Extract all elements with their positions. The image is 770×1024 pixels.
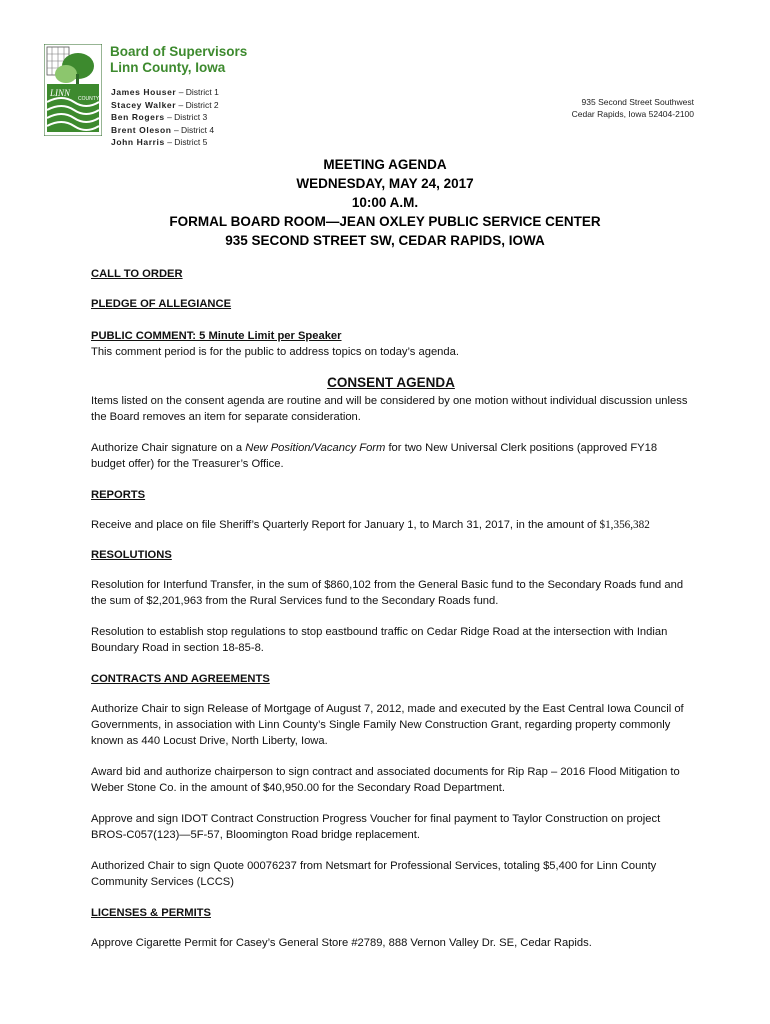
reports-item-text: Receive and place on file Sheriff’s Quarterly Report for January 1, to March 31, 2017, in the amount of — [91, 519, 600, 531]
member-district: – District 1 — [176, 87, 219, 97]
consent-item-text-b: for two New Universal Clerk positions (approved FY18 budget offer) for the Treasurer’s Office. — [91, 442, 658, 470]
member-name: James Houser — [111, 87, 177, 97]
consent-item-form: New Position/Vacancy Form — [245, 442, 386, 454]
meeting-date: WEDNESDAY, MAY 24, 2017 — [296, 176, 474, 191]
linn-county-logo — [44, 44, 102, 136]
resolutions-heading: RESOLUTIONS — [91, 549, 172, 561]
member-row — [111, 136, 219, 149]
office-address — [572, 97, 694, 120]
contract-item: Approve and sign IDOT Contract Construction Progress Voucher for final payment to Taylor Construction on project BROS-C057(123)—5F-57, Bloomington Road bridge replacement. — [91, 813, 661, 841]
call-to-order-heading: CALL TO ORDER — [91, 268, 183, 280]
meeting-time: 10:00 A.M. — [351, 195, 419, 210]
member-row — [111, 86, 219, 99]
member-row — [111, 99, 219, 112]
reports-item — [91, 517, 691, 533]
meeting-room: FORMAL BOARD ROOM—JEAN OXLEY PUBLIC SERVICE CENTER — [169, 214, 601, 229]
member-name: Ben Rogers — [111, 112, 165, 123]
consent-agenda-heading: CONSENT AGENDA — [327, 375, 455, 390]
member-row — [111, 111, 219, 124]
resolution-item: Resolution for Interfund Transfer, in the sum of $860,102 from the General Basic fund to the Secondary Roads fund and the sum of $2,201,963 from the Rural Services fund to the Secondary Roads fund. — [91, 579, 684, 607]
svg-text:LINN: LINN — [50, 88, 71, 98]
member-district: – District 2 — [176, 99, 219, 110]
board-name — [110, 44, 247, 76]
meeting-address: 935 SECOND STREET SW, CEDAR RAPIDS, IOWA — [225, 233, 545, 248]
consent-intro: Items listed on the consent agenda are routine and will be considered by one motion without individual discussion unless the Board removes an item for separate consideration. — [91, 395, 688, 423]
contract-item: Award bid and authorize chairperson to sign contract and associated documents for Rip Rap – 2016 Flood Mitigation to Weber Stone Co. in the amount of $40,950.00 for the Secondary Road Department. — [91, 766, 680, 794]
address-street: 935 Second Street Southwest — [581, 97, 694, 107]
member-row — [111, 124, 219, 137]
license-item: Approve Cigarette Permit for Casey’s General Store #2789, 888 Vernon Valley Dr. SE, Cedar Rapids. — [91, 937, 592, 949]
resolution-item: Resolution to establish stop regulations to stop eastbound traffic on Cedar Ridge Road at the intersection with Indian Boundary Road in section 18-85-8. — [91, 626, 668, 654]
public-comment-heading: PUBLIC COMMENT: 5 Minute Limit per Speaker — [91, 330, 342, 342]
supervisor-list — [111, 86, 219, 149]
org-title: Board of Supervisors — [110, 44, 248, 59]
member-name: Brent Oleson — [111, 124, 172, 135]
member-name: Stacey Walker — [111, 99, 177, 110]
svg-text:COUNTY: COUNTY — [78, 96, 100, 102]
reports-heading: REPORTS — [91, 489, 146, 501]
agenda-title: MEETING AGENDA — [323, 157, 447, 172]
member-district: – District 5 — [164, 137, 208, 148]
pledge-heading: PLEDGE OF ALLEGIANCE — [91, 298, 232, 310]
contracts-heading: CONTRACTS AND AGREEMENTS — [91, 673, 270, 685]
consent-item — [91, 440, 691, 472]
address-city: Cedar Rapids, Iowa 52404-2100 — [571, 108, 694, 119]
consent-item-text-a: Authorize Chair signature on a — [91, 442, 246, 454]
member-district: – District 3 — [164, 112, 208, 123]
member-name: John Harris — [111, 137, 165, 148]
member-district: – District 4 — [171, 124, 215, 135]
contract-item: Authorized Chair to sign Quote 00076237 from Netsmart for Professional Services, totaling $5,400 for Linn County Community Services (LCCS) — [91, 860, 657, 888]
contract-item: Authorize Chair to sign Release of Mortgage of August 7, 2012, made and executed by the East Central Iowa Council of Governments, in association with Linn County’s Single Family New Construction Grant, regarding property commonly known as 440 Locust Drive, North Liberty, Iowa. — [91, 703, 684, 747]
public-comment-text: This comment period is for the public to address topics on today’s agenda. — [91, 346, 459, 358]
reports-item-amount: $1,356,382 — [599, 519, 650, 531]
licenses-heading: LICENSES & PERMITS — [91, 907, 211, 919]
org-county: Linn County, Iowa — [110, 60, 226, 75]
agenda-title-block — [0, 155, 770, 250]
agenda-body — [91, 266, 691, 966]
